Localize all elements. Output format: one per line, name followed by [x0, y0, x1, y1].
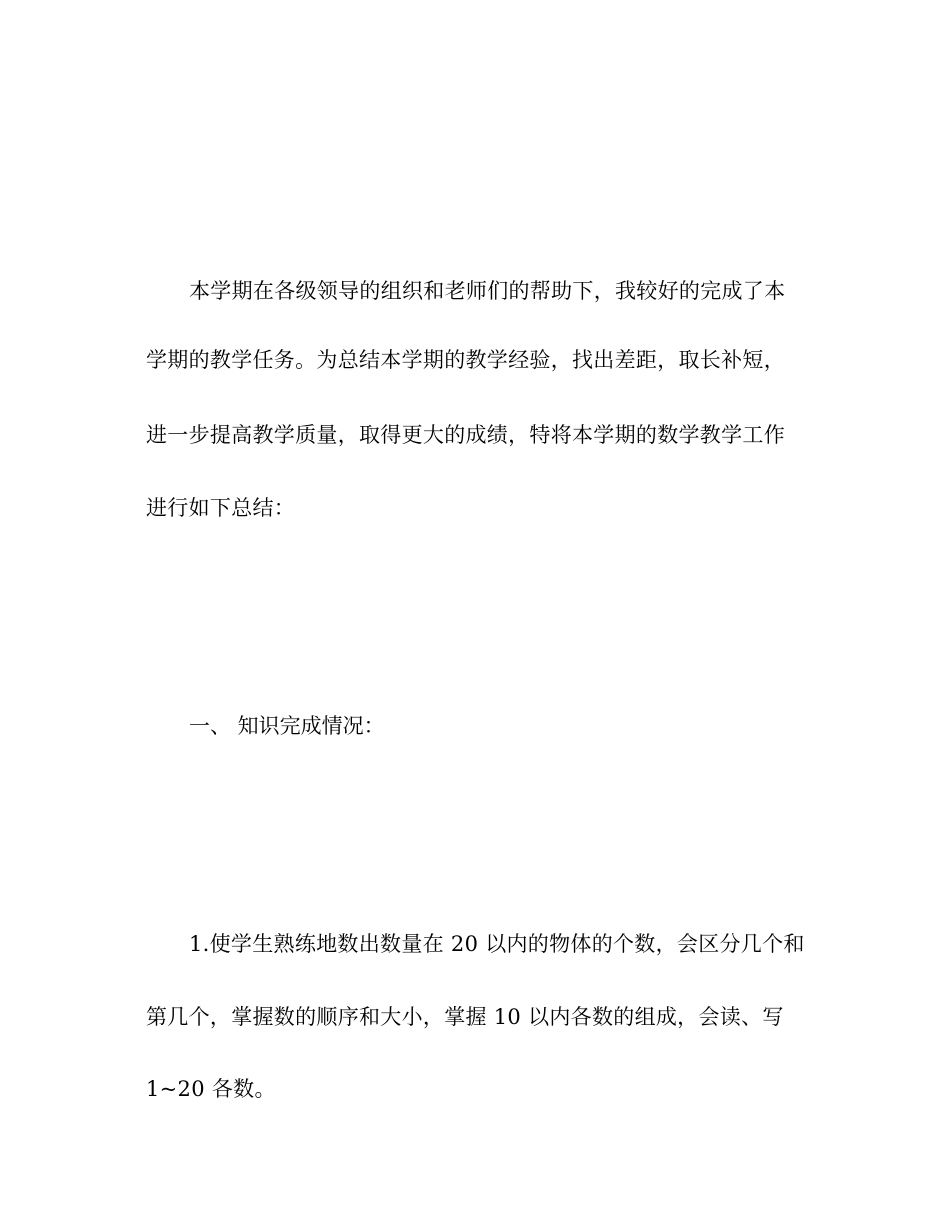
item1-paragraph-line-1: 1.使学生熟练地数出数量在 20 以内的物体的个数，会区分几个和: [189, 932, 805, 956]
intro-paragraph-line-2: 学期的教学任务。为总结本学期的教学经验，找出差距，取长补短，: [146, 348, 785, 372]
item1-paragraph-line-3: 1~20 各数。: [146, 1077, 276, 1101]
intro-paragraph-line-1: 本学期在各级领导的组织和老师们的帮助下，我较好的完成了本: [189, 279, 786, 303]
intro-paragraph-line-4: 进行如下总结：: [146, 496, 296, 520]
intro-paragraph-line-3: 进一步提高教学质量，取得更大的成绩，特将本学期的数学教学工作: [146, 423, 785, 447]
section-heading-knowledge: 一、 知识完成情况：: [189, 714, 385, 738]
item1-paragraph-line-2: 第几个，掌握数的顺序和大小，掌握 10 以内各数的组成，会读、写: [146, 1005, 784, 1029]
